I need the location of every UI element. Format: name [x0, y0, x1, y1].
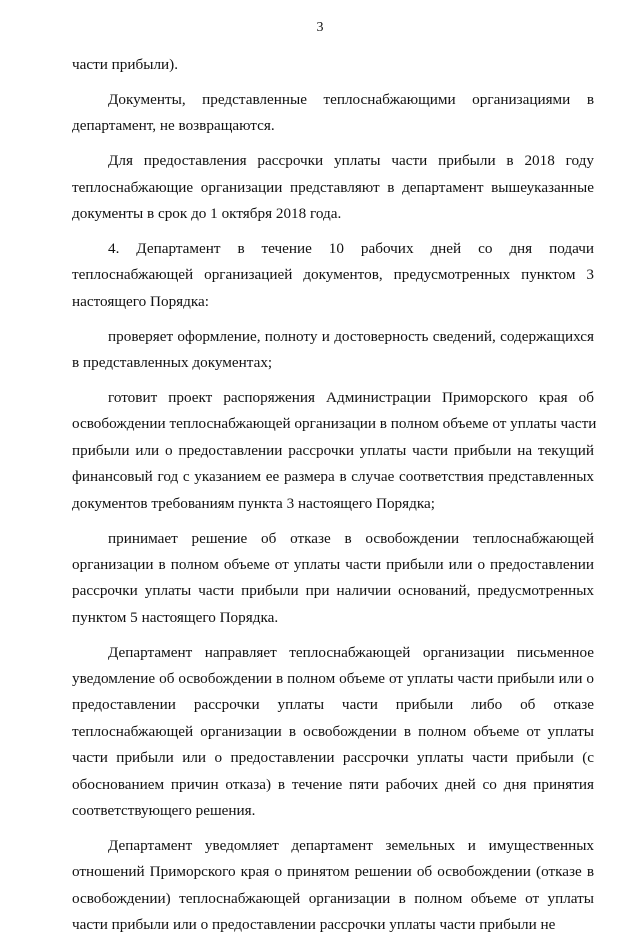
- paragraph-line: отношений Приморского края о принятом решении об освобождении (отказе в: [72, 863, 594, 881]
- paragraph-line: прибыли или о предоставлении рассрочки уплаты части прибыли на текущий: [72, 441, 594, 459]
- paragraph: [72, 148, 594, 227]
- paragraph-line: Документы, представленные теплоснабжающими организациями в: [108, 90, 594, 108]
- paragraph-gap: [72, 824, 594, 833]
- paragraph-line: Для предоставления рассрочки уплаты части прибыли в 2018 году: [108, 152, 594, 170]
- paragraph-gap: [72, 140, 594, 149]
- paragraph-line: освобождении теплоснабжающей организации в полном объеме от уплаты части: [72, 415, 597, 433]
- paragraph-line: организации в полном объеме от уплаты части прибыли или о предоставлении: [72, 555, 594, 573]
- paragraph-line: Департамент уведомляет департамент земельных и имущественных: [108, 836, 594, 854]
- paragraph-line: готовит проект распоряжения Администрации Приморского края об: [108, 388, 594, 406]
- paragraph-line: соответствующего решения.: [72, 802, 256, 820]
- paragraph-gap: [72, 631, 594, 640]
- paragraph-line: теплоснабжающей организации в освобождении в полном объеме от уплаты: [72, 722, 594, 740]
- paragraph-line: обоснованием причин отказа) в течение пяти рабочих дней со дня принятия: [72, 775, 594, 793]
- paragraph-line: теплоснабжающие организации представляют в департамент вышеуказанные: [72, 178, 594, 196]
- paragraph-line: департамент, не возвращаются.: [72, 117, 275, 135]
- paragraph-line: уведомление об освобождении в полном объеме от уплаты части прибыли или о: [72, 670, 594, 688]
- paragraph-line: освобождении) теплоснабжающей организации в полном объеме от уплаты: [72, 889, 594, 907]
- paragraph: [72, 52, 594, 78]
- paragraph: [72, 385, 597, 517]
- paragraph-line: финансовый год с указанием ее размера в случае соответствия представленных: [72, 468, 594, 486]
- paragraph-line: пунктом 5 настоящего Порядка.: [72, 608, 279, 626]
- page-number: 3: [316, 20, 324, 35]
- paragraph-line: части прибыли).: [72, 56, 179, 73]
- paragraph-line: 4. Департамент в течение 10 рабочих дней со дня подачи: [108, 239, 594, 257]
- paragraph-line: принимает решение об отказе в освобождении теплоснабжающей: [108, 529, 594, 547]
- paragraph-line: настоящего Порядка:: [72, 292, 209, 310]
- paragraph-gap: [72, 78, 594, 87]
- paragraph: [72, 833, 594, 939]
- paragraph: [72, 526, 594, 632]
- paragraph-line: в представленных документах;: [72, 354, 273, 372]
- paragraph-gap: [72, 517, 594, 526]
- paragraph-line: документы в срок до 1 октября 2018 года.: [72, 205, 342, 223]
- paragraph-line: предоставлении рассрочки уплаты части прибыли либо об отказе: [72, 696, 594, 714]
- document-body: [72, 52, 597, 939]
- paragraph: [72, 324, 594, 377]
- paragraph-gap: [72, 376, 594, 385]
- paragraph-gap: [72, 315, 594, 324]
- paragraph-gap: [72, 227, 594, 236]
- paragraph-line: части прибыли или о предоставлении рассрочки уплаты части прибыли (с: [72, 749, 594, 767]
- paragraph-line: части прибыли или о предоставлении рассрочки уплаты части прибыли не: [72, 916, 556, 934]
- paragraph-line: рассрочки уплаты части прибыли при наличии оснований, предусмотренных: [72, 582, 594, 600]
- paragraph-line: теплоснабжающей организацией документов, предусмотренных пунктом 3: [72, 266, 594, 284]
- paragraph: [72, 87, 594, 140]
- paragraph: [72, 640, 594, 825]
- paragraph-line: Департамент направляет теплоснабжающей организации письменное: [108, 643, 594, 661]
- paragraph: [72, 236, 594, 315]
- paragraph-line: документов требованиям пункта 3 настоящего Порядка;: [72, 494, 435, 512]
- paragraph-line: проверяет оформление, полноту и достоверность сведений, содержащихся: [108, 327, 594, 345]
